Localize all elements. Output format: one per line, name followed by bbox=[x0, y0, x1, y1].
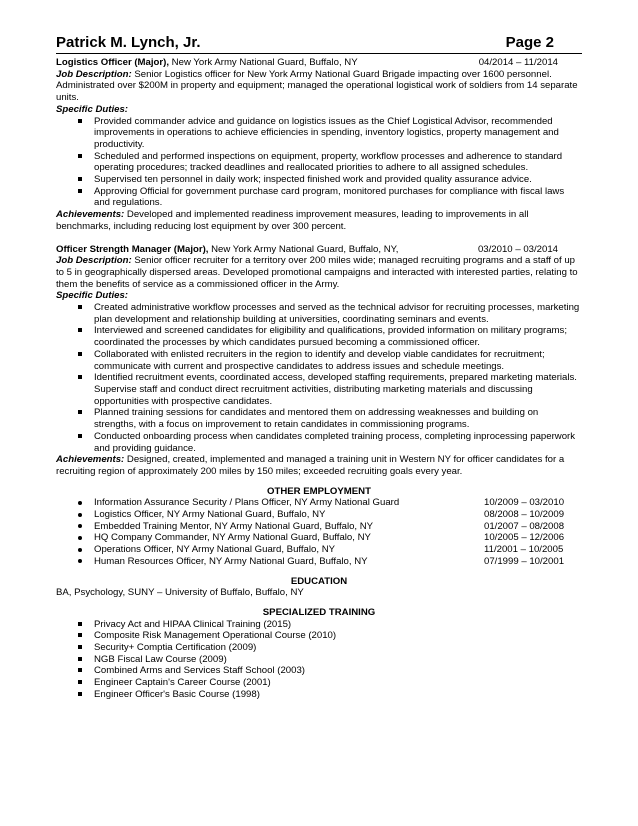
training-item: Security+ Comptia Certification (2009) bbox=[56, 642, 582, 654]
employment-item bbox=[56, 556, 582, 568]
employment-role: Operations Officer, NY Army National Guard, Buffalo, NY bbox=[94, 544, 336, 556]
job-logistics-officer bbox=[56, 57, 582, 233]
duties-list bbox=[56, 302, 582, 454]
employment-item bbox=[56, 497, 582, 509]
employment-role: Embedded Training Mentor, NY Army National Guard, Buffalo, NY bbox=[94, 520, 374, 532]
training-heading: SPECIALIZED TRAINING bbox=[262, 606, 376, 618]
job-description bbox=[56, 69, 582, 104]
duty-item: Interviewed and screened candidates for eligibility and qualifications, provided information on military programs; coordinated the processes by which candidates pursued becoming a commissioned officer. bbox=[56, 325, 582, 348]
employment-dates: 01/2007 – 08/2008 bbox=[484, 520, 565, 532]
employment-item bbox=[56, 544, 582, 556]
duty-item: Collaborated with enlisted recruiters in the region to identify and develop viable candidates for recruitment; communicate with current and prospective candidates to address issues and schedule meetings. bbox=[56, 349, 582, 372]
duty-item: Conducted onboarding process when candidates completed training process, completing inprocessing paperwork and providing guidance. bbox=[56, 431, 582, 454]
employment-dates: 10/2009 – 03/2010 bbox=[484, 497, 565, 509]
page-header bbox=[56, 34, 582, 54]
duty-item: Provided commander advice and guidance on logistics issues as the Chief Logistical Advisor, recommended improvements in operations to achieve efficiencies in spending, inventory logistics, property management and productivity. bbox=[56, 116, 582, 151]
training-item: Engineer Officer's Basic Course (1998) bbox=[56, 689, 582, 701]
employment-dates: 08/2008 – 10/2009 bbox=[484, 509, 565, 521]
employment-item bbox=[56, 521, 582, 533]
achievements bbox=[56, 454, 582, 477]
training-item: Privacy Act and HIPAA Clinical Training (2015) bbox=[56, 619, 582, 631]
achievements-text: Designed, created, implemented and managed a training unit in Western NY for officer candidates for a recruiting region of approximately 200 miles by 150 miles; exceeded recruiting goals every year. bbox=[56, 454, 565, 477]
job-organization: New York Army National Guard, Buffalo, NY, bbox=[208, 243, 399, 255]
job-header bbox=[56, 244, 582, 256]
duties-list bbox=[56, 116, 582, 210]
duty-item: Planned training sessions for candidates and mentored them on addressing weaknesses and building on strengths, with a focus on improvement to retain candidates in commissioning programs. bbox=[56, 407, 582, 430]
page-number: Page 2 bbox=[505, 34, 554, 51]
training-item: Engineer Captain's Career Course (2001) bbox=[56, 677, 582, 689]
job-header bbox=[56, 57, 582, 69]
achievements-label: Achievements: bbox=[56, 209, 125, 221]
employment-role: HQ Company Commander, NY Army National Guard, Buffalo, NY bbox=[94, 532, 371, 544]
candidate-name: Patrick M. Lynch, Jr. bbox=[56, 34, 201, 51]
job-description bbox=[56, 255, 582, 290]
employment-dates: 07/1999 – 10/2001 bbox=[484, 555, 565, 567]
job-description-text: Senior officer recruiter for a territory over 200 miles wide; managed recruiting programs and a staff of up to 5 in geographically dispersed areas. Developed promotional campaigns and interacted with interested parties, relating to them the benefits of service as a commissioned officer in the Army. bbox=[56, 255, 578, 290]
training-item: Composite Risk Management Operational Course (2010) bbox=[56, 630, 582, 642]
duty-item: Scheduled and performed inspections on equipment, property, workflow processes and adherence to standard operating procedures; tracked deadlines and reallocated priorities to adhere to all assigned schedules. bbox=[56, 151, 582, 174]
job-organization: New York Army National Guard, Buffalo, NY bbox=[169, 57, 358, 68]
employment-role: Human Resources Officer, NY Army National Guard, Buffalo, NY bbox=[94, 555, 368, 567]
duty-item: Identified recruitment events, coordinated access, developed staffing requirements, prepared marketing materials. Supervise staff and conduct direct recruitment activities, distributing marketing materials and discussing opportunities with prospective candidates. bbox=[56, 372, 582, 407]
other-employment-list bbox=[56, 497, 582, 567]
other-employment-heading: OTHER EMPLOYMENT bbox=[267, 485, 371, 497]
education-degree: BA, Psychology, SUNY – University of Buffalo, Buffalo, NY bbox=[56, 587, 304, 599]
duty-item: Created administrative workflow processes and served as the technical advisor for recruiting processes, marketing plan development and relationship building at universities, coordinating seminars and events. bbox=[56, 302, 582, 325]
duty-item: Approving Official for government purchase card program, monitored purchases for compliance with fiscal laws and regulations. bbox=[56, 186, 582, 209]
training-list bbox=[56, 619, 582, 701]
achievements bbox=[56, 209, 582, 232]
job-description-label: Job Description: bbox=[56, 68, 132, 80]
job-officer-strength-manager bbox=[56, 244, 582, 478]
specific-duties-label: Specific Duties: bbox=[56, 103, 128, 115]
employment-role: Logistics Officer, NY Army National Guard, Buffalo, NY bbox=[94, 509, 326, 521]
job-title: Officer Strength Manager (Major), bbox=[56, 243, 209, 255]
education-heading: EDUCATION bbox=[290, 575, 348, 587]
duty-item: Supervised ten personnel in daily work; inspected finished work and provided quality assurance advice. bbox=[56, 174, 582, 186]
achievements-label: Achievements: bbox=[56, 454, 125, 466]
employment-item bbox=[56, 532, 582, 544]
job-title: Logistics Officer (Major), bbox=[56, 57, 170, 68]
employment-role: Information Assurance Security / Plans Officer, NY Army National Guard bbox=[94, 497, 400, 509]
achievements-text: Developed and implemented readiness improvement measures, leading to improvements in all benchmarks, including reducing lost equipment by over 300 percent. bbox=[56, 209, 529, 232]
employment-dates: 11/2001 – 10/2005 bbox=[484, 544, 564, 556]
specific-duties-label: Specific Duties: bbox=[56, 290, 128, 302]
job-description-label: Job Description: bbox=[56, 255, 132, 267]
job-dates: 04/2014 – 11/2014 bbox=[478, 57, 558, 68]
employment-dates: 10/2005 – 12/2006 bbox=[484, 532, 565, 544]
training-item: NGB Fiscal Law Course (2009) bbox=[56, 654, 582, 666]
job-dates: 03/2010 – 03/2014 bbox=[477, 243, 558, 255]
job-description-text: Senior Logistics officer for New York Army National Guard Brigade impacting over 1600 personnel. Administrated over $200M in property and equipment; managed the operational logistical work of soldiers from 14 separate units. bbox=[56, 68, 578, 104]
training-item: Combined Arms and Services Staff School (2003) bbox=[56, 665, 582, 677]
employment-item bbox=[56, 509, 582, 521]
